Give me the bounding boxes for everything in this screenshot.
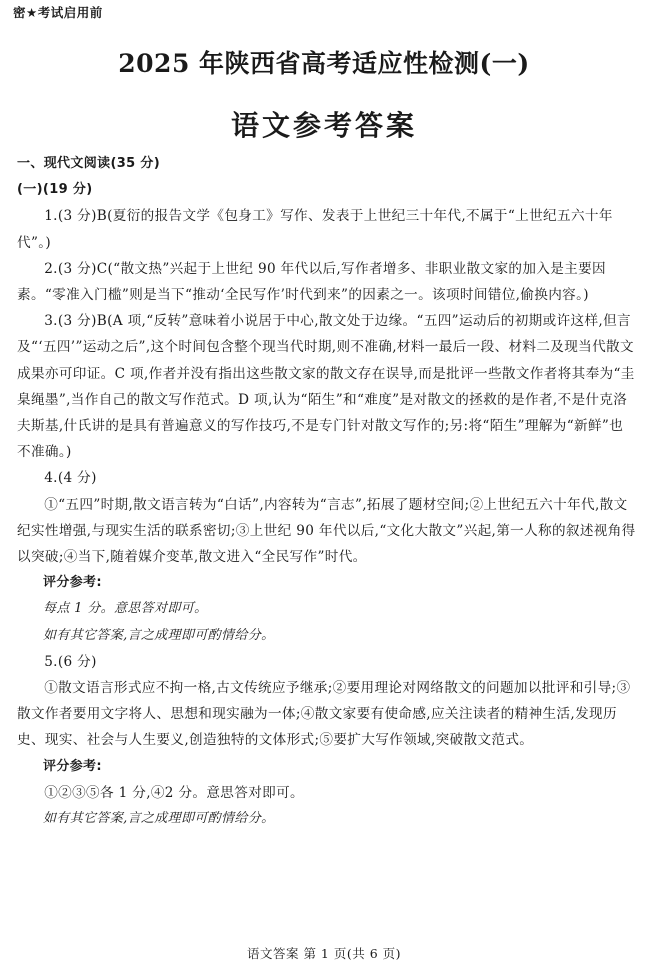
answer-q4-body: ①“五四”时期,散文语言转为“白话”,内容转为“言志”,拓展了题材空间;②上世纪五六十年代,散文纪实性增强,与现实生活的联系密切;③上世纪 90 年代以后,“文化大散文”兴起,第一人称的叙述视角得以突破;④当下,随着媒介变革,散文进入“全民写作”时代。: [17, 496, 636, 566]
answer-q3: 3.(3 分)B(A 项,“反转”意味着小说居于中心,散文处于边缘。“五四”运动后的初期或许这样,但言及“‘五四’”运动之后”,这个时间包含整个现当代时期,则不准确,材料一最后一段、材料二及现当代散文成果亦可印证。C 项,作者并没有指出这些散文家的散文存在误导,而是批评一些散文作者将其奉为“圭臬绳墨”,当作自己的散文写作范式。D 项,认为“陌生”和“难度”是对散文的拯救的是作者,不是什克洛夫斯基,什氏讲的是具有普遍意义的写作技巧,不是专门针对散文写作的;另:将“陌生”理解为“新鲜”也不准确。): [17, 313, 635, 461]
q4-grading-point-2: 如有其它答案,言之成理即可酌情给分。: [43, 627, 275, 643]
answer-q4-label: 4.(4 分): [44, 470, 97, 487]
answer-q2: 2.(3 分)C(“散文热”兴起于上世纪 90 年代以后,写作者增多、非职业散文家的加入是主要因素。“零准入门槛”则是当下“推动‘全民写作’时代到来”的因素之一。该项时间错位,偷换内容。): [17, 260, 606, 304]
answer-content: [17, 151, 637, 832]
document-subtitle: 语文参考答案: [230, 109, 417, 142]
sub-section-heading: (一)(19 分): [17, 182, 93, 198]
q5-grading-label: 评分参考:: [43, 758, 102, 774]
q5-grading-point-2: 如有其它答案,言之成理即可酌情给分。: [43, 811, 275, 827]
confidential-mark: 密★考试启用前: [13, 5, 103, 20]
answer-q1: 1.(3 分)B(夏衍的报告文学《包身工》写作、发表于上世纪三十年代,不属于“上世纪五六十年代”。): [17, 208, 613, 251]
section-heading: 一、现代文阅读(35 分): [17, 156, 161, 171]
q5-grading-point-1: ①②③⑤各 1 分,④2 分。意思答对即可。: [44, 784, 304, 801]
page-footer: 语文答案 第 1 页(共 6 页): [246, 946, 402, 961]
answer-q5-label: 5.(6 分): [44, 653, 97, 670]
document-title: 2025 年陕西省高考适应性检测(一): [118, 49, 530, 78]
q4-grading-point-1: 每点 1 分。意思答对即可。: [43, 601, 208, 617]
answer-q5-body: ①散文语言形式应不拘一格,古文传统应予继承;②要用理论对网络散文的问题加以批评和引导;③散文作者要用文字将人、思想和现实融为一体;④散文家要有使命感,应关注读者的精神生活,发现历史、现实、社会与人生要义,创造独特的文体形式;⑤要扩大写作领域,突破散文范式。: [17, 680, 631, 749]
q4-grading-label: 评分参考:: [43, 575, 102, 591]
